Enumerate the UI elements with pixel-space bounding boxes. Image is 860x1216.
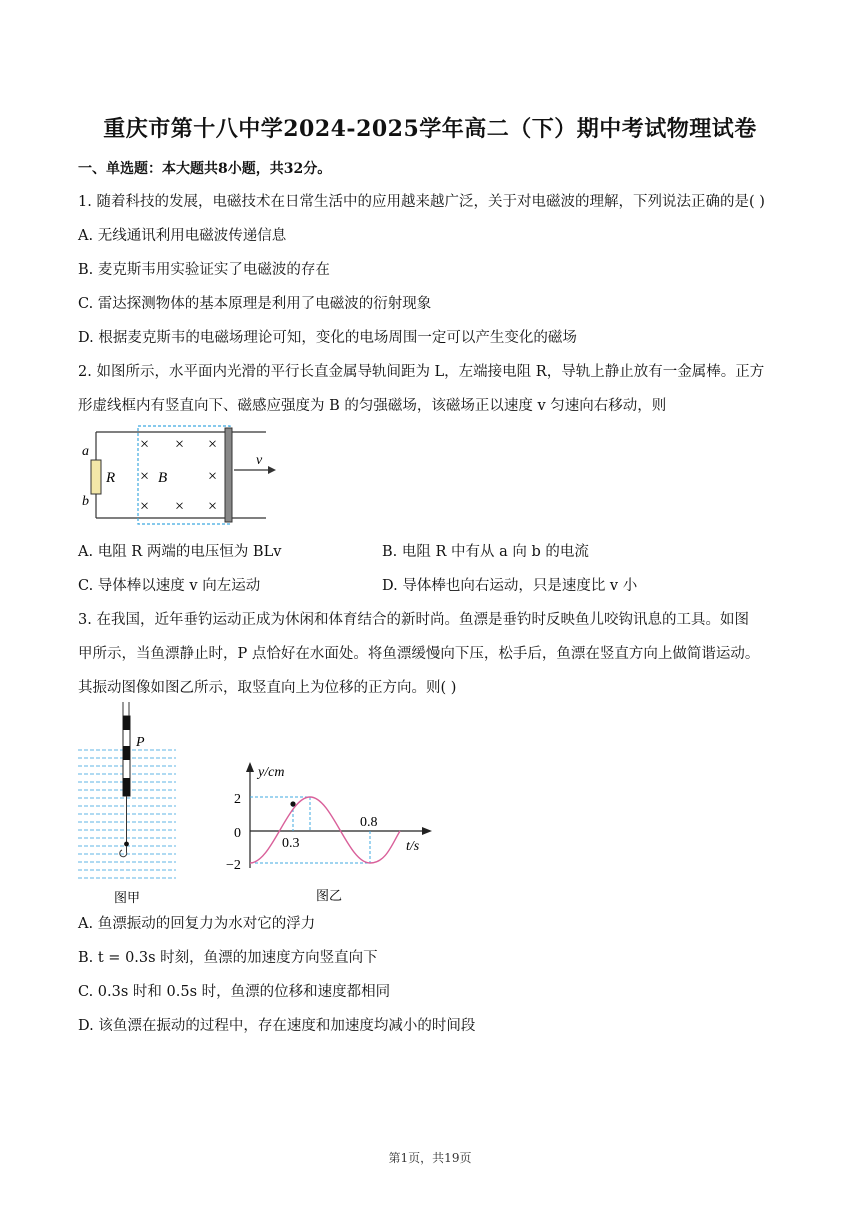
y-tick-0: 0 [234, 826, 241, 841]
q2-option-d: D. 导体棒也向右运动，只是速度比 v 小 [382, 578, 638, 594]
q3-vibration-graph [226, 758, 432, 908]
y-tick-neg2: −2 [226, 858, 241, 873]
q3-option-b: B. t = 0.3s 时刻，鱼漂的加速度方向竖直向下 [78, 950, 378, 966]
x-axis-label: t/s [406, 839, 420, 854]
q3-option-a: A. 鱼漂振动的回复力为水对它的浮力 [78, 916, 316, 932]
y-tick-2: 2 [234, 792, 241, 807]
svg-text:×: × [140, 436, 150, 453]
y-axis-label: y/cm [258, 765, 285, 780]
q2-option-b: B. 电阻 R 中有从 a 向 b 的电流 [382, 544, 589, 560]
q3-stem-line3: 其振动图像如图乙所示，取竖直向上为位移的正方向。则( ) [78, 680, 457, 696]
caption-jia: 图甲 [114, 890, 141, 905]
q1-option-c: C. 雷达探测物体的基本原理是利用了电磁波的衍射现象 [78, 296, 432, 312]
q1-option-b: B. 麦克斯韦用实验证实了电磁波的存在 [78, 262, 330, 278]
point-t03 [290, 801, 295, 806]
q2-stem-line1: 2. 如图所示，水平面内光滑的平行长直金属导轨间距为 L，左端接电阻 R，导轨上静止放有一金属棒。正方 [78, 364, 765, 380]
svg-text:×: × [208, 436, 218, 453]
svg-text:×: × [208, 498, 218, 515]
resistor-r [91, 460, 101, 494]
label-b-field: B [158, 470, 168, 486]
label-r: R [106, 470, 116, 486]
page-footer: 第1页，共19页 [388, 1151, 472, 1165]
metal-rod [225, 428, 232, 522]
q3-float-figure [78, 702, 178, 908]
t-label-03: 0.3 [282, 836, 300, 851]
q1-option-d: D. 根据麦克斯韦的电磁场理论可知，变化的电场周围一定可以产生变化的磁场 [78, 330, 577, 346]
svg-text:×: × [175, 498, 185, 515]
section-heading: 一、单选题：本大题共8小题，共32分。 [78, 161, 332, 177]
svg-text:×: × [175, 436, 185, 453]
q2-stem-line2: 形虚线框内有竖直向下、磁感应强度为 B 的匀强磁场，该磁场正以速度 v 匀速向右移动，则 [78, 398, 667, 414]
q1-option-a: A. 无线通讯利用电磁波传递信息 [78, 228, 287, 244]
q1-stem: 1. 随着科技的发展，电磁技术在日常生活中的应用越来越广泛，关于对电磁波的理解，下列说法正确的是( ) [78, 194, 765, 210]
q2-option-c: C. 导体棒以速度 v 向左运动 [78, 578, 261, 594]
label-p: P [136, 735, 145, 750]
caption-yi: 图乙 [316, 888, 343, 903]
t-label-08: 0.8 [360, 815, 378, 830]
q3-stem-line2: 甲所示，当鱼漂静止时，P 点恰好在水面处。将鱼漂缓慢向下压，松手后，鱼漂在竖直方向上做简谐运动。 [78, 646, 760, 662]
label-a: a [82, 444, 89, 459]
q3-option-c: C. 0.3s 时和 0.5s 时，鱼漂的位移和速度都相同 [78, 984, 391, 1000]
sine-curve [250, 797, 400, 863]
svg-text:×: × [140, 498, 150, 515]
q2-circuit-figure [78, 422, 278, 530]
svg-text:×: × [208, 468, 218, 485]
svg-text:×: × [140, 468, 150, 485]
page-title: 重庆市第十八中学2024-2025学年高二（下）期中考试物理试卷 [103, 116, 757, 142]
q2-option-a: A. 电阻 R 两端的电压恒为 BLv [78, 544, 282, 560]
label-v: v [256, 453, 263, 468]
q3-stem-line1: 3. 在我国，近年垂钓运动正成为休闲和体育结合的新时尚。鱼漂是垂钓时反映鱼儿咬钩讯息的工具。如图 [78, 612, 749, 628]
label-b: b [82, 494, 89, 509]
q3-option-d: D. 该鱼漂在振动的过程中，存在速度和加速度均减小的时间段 [78, 1018, 476, 1034]
